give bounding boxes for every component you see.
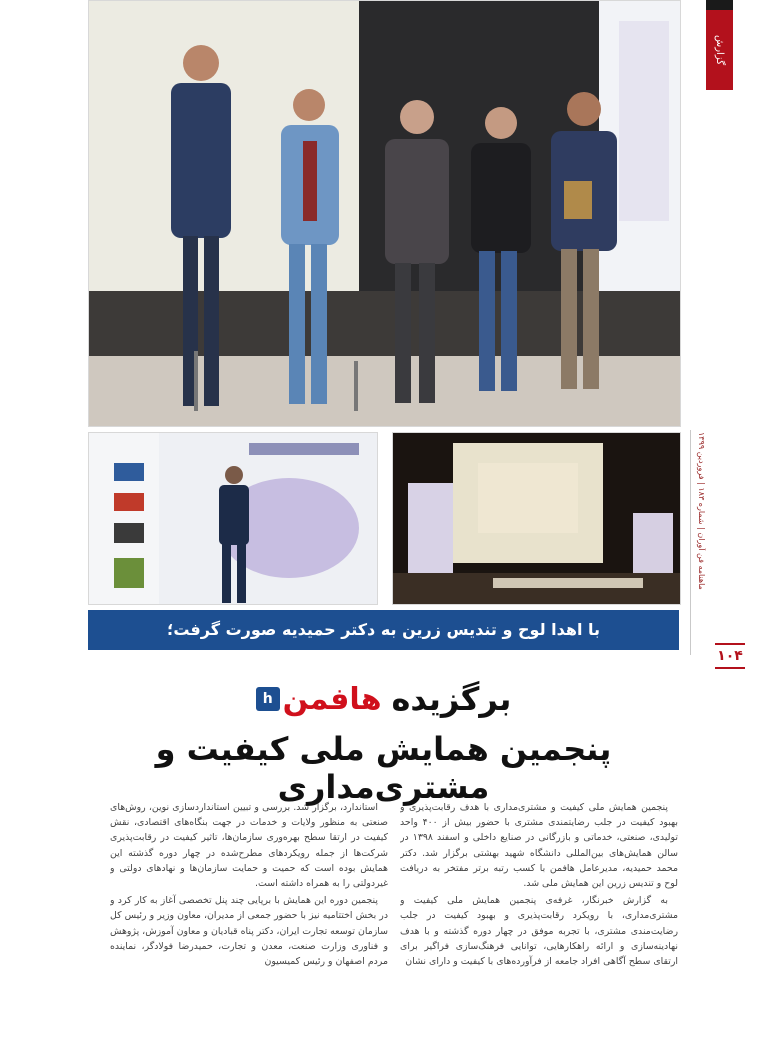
conference-hall-image — [393, 433, 680, 604]
article-headline: پنجمین همایش ملی کیفیت و مشتری‌مداری — [155, 730, 612, 806]
award-ceremony-image — [89, 1, 680, 426]
paragraph: به گزارش خبرنگار، غرفه‌ی پنجمین همایش ملی کیفیت و مشتری‌مداری، با رویکرد رقابت‌پذیری و بهبود کیفیت در جلب رضایت‌مندی مشتری، با تجربه موفق در چهار دوره گذشته و با هدف نهادینه‌سازی و ارائه راهکارهایی، توانایی فرهنگ‌سازی فراگیر برای ارتقای سطح آگاهی افراد جامعه از فرآورده‌های با کیفیت و دارای نشان — [400, 895, 678, 968]
running-header: ماهنامه فن آوران | شماره ۱۸۳ | فروردین ۱۳۹۹ — [697, 432, 706, 590]
paragraph: استاندارد، برگزار شد. بررسی و تبیین استانداردسازی نوین، روش‌های صنعتی به منظور ولایات و خدمات در جهت بنگاه‌های اقتصادی، نقش کیفیت در ارتقا سطح بهره‌وری سازمان‌ها، تاثیر کیفیت در رقابت‌پذیری شرکت‌ها از جمله رویکردهای مطرح‌شده در چهار دوره گذشته این همایش بوده است که حمیت و حمایت سازمان‌ها و نهادهای دولتی و غیردولتی را به همراه داشته است. — [110, 802, 388, 890]
title-word: برگزیده — [391, 680, 512, 718]
body-column-left — [110, 800, 388, 980]
paragraph: پنجمین دوره این همایش با برپایی چند پنل تخصصی آغاز به کار کرد و در بخش اختتامیه نیز با حضور جمعی از مدیران، معاون وزیر و رئیس کل سازمان توسعه تجارت ایران، دکتر پناه قبادیان و معاون آموزش، پژوهش و فناوری وزارت صنعت، معدن و تجارت، حمیدرضا فولادگر، نماینده مردم اصفهان و رئیس کمیسیون — [110, 895, 388, 968]
body-column-right — [400, 800, 678, 980]
winner-with-plaque-image — [89, 433, 377, 604]
margin-divider — [690, 430, 691, 655]
hafman-logo-mark-icon: h — [256, 687, 280, 711]
title-line-1 — [88, 676, 679, 722]
section-tab: گزارش — [706, 10, 733, 90]
hafman-logo-text: هافمن — [282, 681, 382, 717]
conference-hall-photo — [392, 432, 681, 605]
page-number: ۱۰۴ — [715, 643, 745, 669]
paragraph: پنجمین همایش ملی کیفیت و مشتری‌مداری با هدف رقابت‌پذیری و بهبود کیفیت در جلب رضایتمندی مشتری با حضور بیش از ۴۰۰ واحد تولیدی، صنعتی، خدماتی و بازرگانی در صنایع داخلی و اسفند ۱۳۹۸ در سالن همایش‌های بین‌المللی دانشگاه شهید بهشتی برگزار شد. دکتر محمد حمیدیه، مدیرعامل هافمن با کسب رتبه برتر مفتخر به دریافت لوح و تندیس زرین این همایش ملی شد. — [400, 802, 678, 890]
side-tab-cap — [706, 0, 733, 10]
photo-caption: با اهدا لوح و تندیس زرین به دکتر حمیدیه صورت گرفت؛ — [88, 610, 679, 650]
winner-with-plaque-photo — [88, 432, 378, 605]
hafman-logo — [256, 682, 382, 717]
award-ceremony-photo — [88, 0, 681, 427]
